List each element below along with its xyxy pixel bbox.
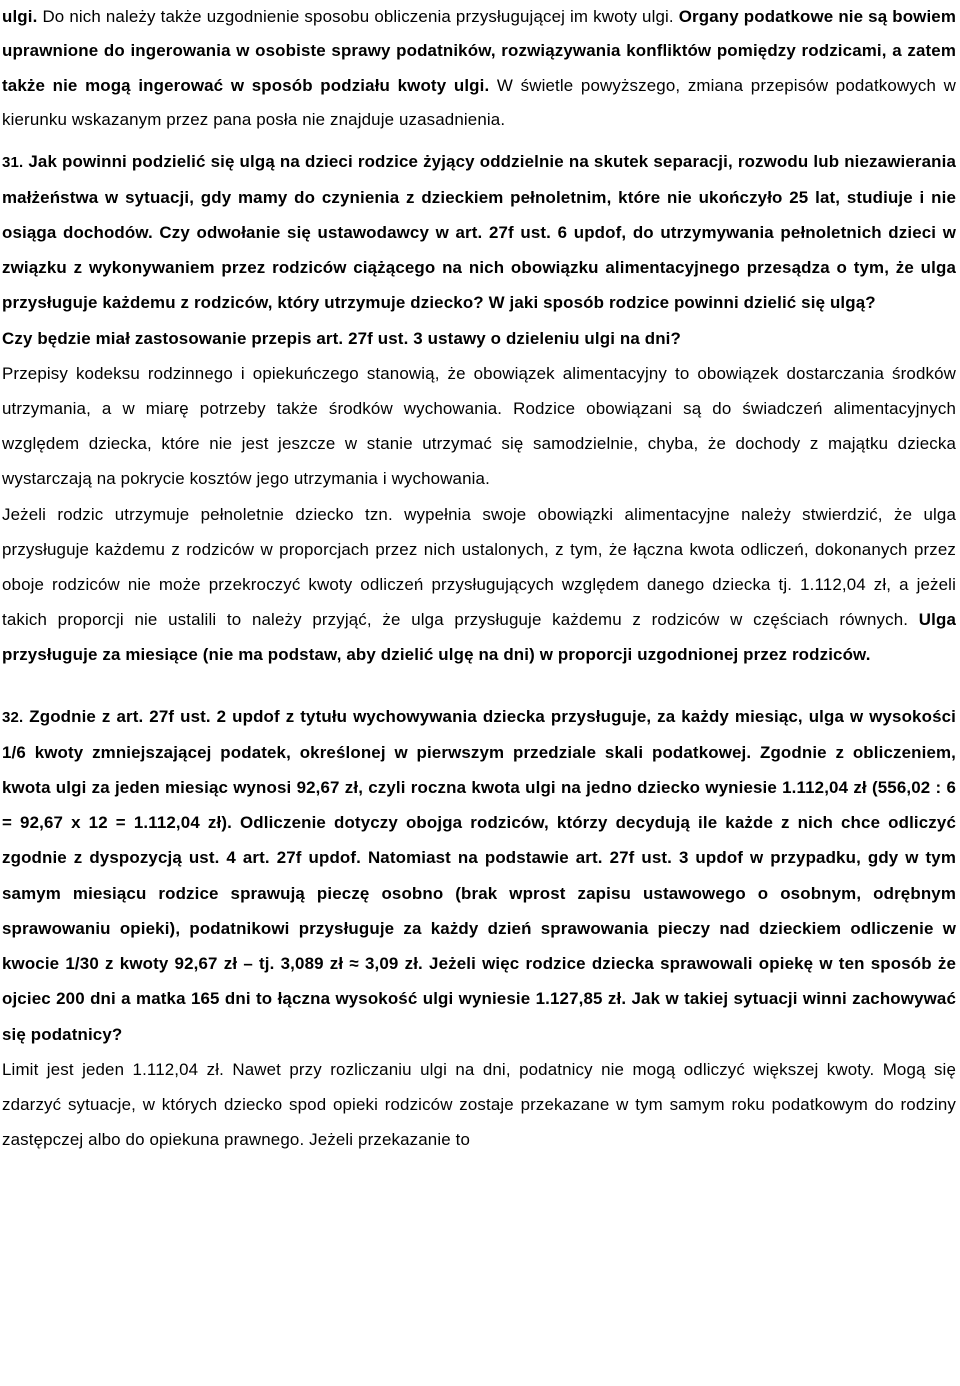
question-32-number: 32. [2, 708, 24, 726]
intro-sentence-3: W świetle powyższego, zmiana przepisów podatkowych w kierunku wskazanym przez pana posła nie znajduje uzasadnienia. [2, 75, 956, 130]
intro-sentence-2-bold: Organy podatkowe nie są bowiem uprawnione do ingerowania w osobiste sprawy podatników, rozwiązywania konfliktów pomiędzy rodzicami, a zatem także nie mogą ingerować w sposób podziału kwoty ulgi. [2, 7, 957, 95]
question-31-number: 31. [2, 153, 24, 171]
question-31-followup: Czy będzie miał zastosowanie przepis art. 27f ust. 3 ustawy o dzieleniu ulgi na dni? [2, 328, 681, 348]
answer-31-paragraph-1: Przepisy kodeksu rodzinnego i opiekuńczego stanowią, że obowiązek alimentacyjny to obowiązek dostarczania środków utrzymania, a w miarę potrzeby także środków wychowania. Rodzice obowiązani są do świadczeń alimentacyjnych względem dziecka, które nie jest jeszcze w stanie utrzymać się samodzielnie, chyba, że dochody z majątku dziecka wystarczają na pokrycie kosztów jego utrzymania i wychowania. [2, 363, 956, 489]
question-32 [2, 699, 956, 1052]
answer-31-paragraph-2-bold: Ulga przysługuje za miesiące (nie ma podstaw, aby dzielić ulgę na dni) w proporcji uzgodnionej przez rodziców. [2, 610, 957, 665]
answer-31-paragraph-2 [2, 497, 956, 673]
intro-paragraph [2, 0, 956, 138]
question-31-text: Jak powinni podzielić się ulgą na dzieci rodzice żyjący oddzielnie na skutek separacji, rozwodu lub niezawierania małżeństwa w sytuacji, gdy mamy do czynienia z dzieckiem pełnoletnim, które nie ukończyło 25 lat, studiuje i nie osiąga dochodów. Czy odwołanie się ustawodawcy w art. 27f ust. 6 updof, do utrzymywania pełnoletnich dzieci w związku z wykonywaniem przez rodziców ciążącego na nich obowiązku alimentacyjnego przesądza o tym, że ulga przysługuje każdemu z rodziców, który utrzymuje dziecko? W jaki sposób rodzice powinni dzielić się ulgą? [2, 151, 956, 313]
answer-31-paragraph-2-text: Jeżeli rodzic utrzymuje pełnoletnie dziecko tzn. wypełnia swoje obowiązki alimentacyjne należy stwierdzić, że ulga przysługuje każdemu z rodziców w proporcjach przez nich ustalonych, z tym, że łączna kwota odliczeń, dokonanych przez oboje rodziców nie może przekroczyć kwoty odliczeń przysługujących względem danego dziecka tj. 1.112,04 zł, a jeżeli takich proporcji nie ustalili to należy przyjąć, że ulga przysługuje każdemu z rodziców w częściach równych. [2, 504, 956, 630]
answer-32-paragraph: Limit jest jeden 1.112,04 zł. Nawet przy rozliczaniu ulgi na dni, podatnicy nie mogą odliczyć większej kwoty. Mogą się zdarzyć sytuacje, w których dziecko spod opieki rodziców zostaje przekazane w tym samym roku podatkowym do rodziny zastępczej albo do opiekuna prawnego. Jeżeli przekazanie to [2, 1059, 956, 1150]
intro-sentence-1: Do nich należy także uzgodnienie sposobu obliczenia przysługującej im kwoty ulgi. [37, 7, 674, 26]
intro-lead-bold: ulgi. [2, 7, 38, 26]
question-31 [2, 144, 956, 321]
question-32-text: Zgodnie z art. 27f ust. 2 updof z tytułu wychowywania dziecka przysługuje, za każdy miesiąc, ulga w wysokości 1/6 kwoty zmniejszającej podatek, określonej w pierwszym przedziale skali podatkowej. Zgodnie z obliczeniem, kwota ulgi za jeden miesiąc wynosi 92,67 zł, czyli roczna kwota ulgi na jedno dziecko wyniesie 1.112,04 zł (556,02 : 6 = 92,67 x 12 = 1.112,04 zł). Odliczenie dotyczy obojga rodziców, którzy decydują ile każde z nich chce odliczyć zgodnie z dyspozycją ust. 4 art. 27f updof. Natomiast na podstawie art. 27f ust. 3 updof w przypadku, gdy w tym samym miesiącu rodzice sprawują pieczę osobno (brak wprost zapisu ustawowego o osobnym, odrębnym sprawowaniu opieki), podatnikowi przysługuje za każdy dzień sprawowania pieczy nad dzieckiem odliczenie w kwocie 1/30 z kwoty 92,67 zł – tj. 3,089 zł ≈ 3,09 zł. Jeżeli więc rodzice dziecka sprawowali opiekę w ten sposób że ojciec 200 dni a matka 165 dni to łączna wysokość ulgi wyniesie 1.127,85 zł. Jak w takiej sytuacji winni zachowywać się podatnicy? [2, 706, 956, 1044]
